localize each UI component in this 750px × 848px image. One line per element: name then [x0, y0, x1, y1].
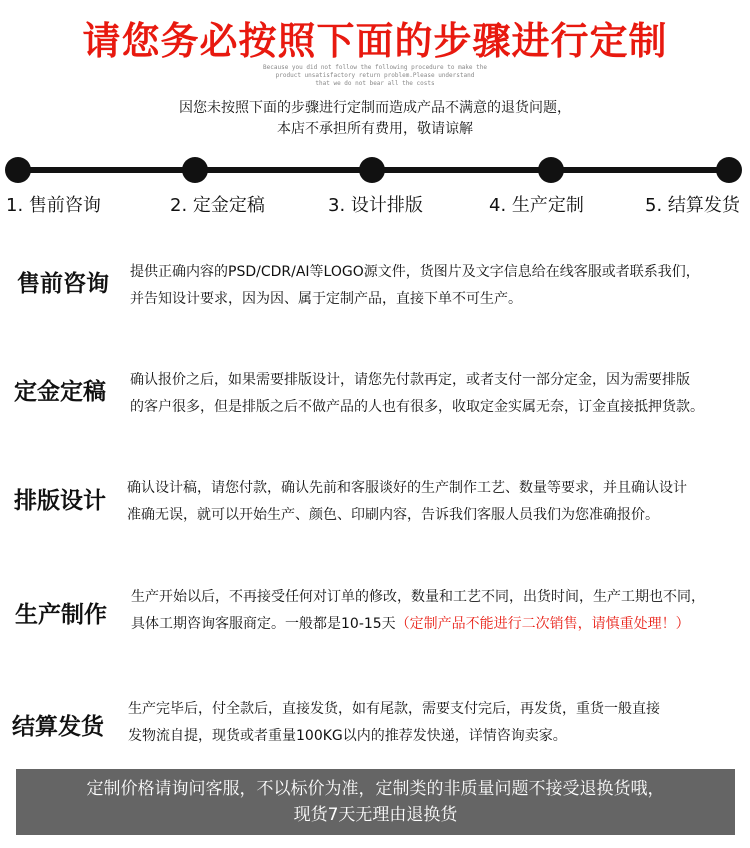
english-disclaimer-line: Because you did not follow the following procedure to make the: [263, 64, 487, 71]
section-text-line: 准确无误，就可以开始生产、颜色、印刷内容，告诉我们客服人员我们为您准确报价。: [127, 507, 659, 523]
notice-text: [0, 98, 750, 140]
timeline-step-1: 1. 售前咨询: [6, 195, 101, 216]
section-body-deposit: [130, 367, 704, 421]
section-text-line: 提供正确内容的PSD/CDR/AI等LOGO源文件，货图片及文字信息给在线客服或者联系我们，: [130, 264, 700, 280]
section-body-presale: [130, 259, 700, 313]
section-body-settlement: [128, 696, 660, 750]
notice-line-1: 因您未按照下面的步骤进行定制而造成产品不满意的退货问题，: [179, 100, 571, 116]
section-heading-design: 排版设计: [14, 488, 106, 514]
timeline-dot-5: [716, 157, 742, 183]
resale-warning: （定制产品不能进行二次销售，请慎重处理！）: [395, 616, 690, 632]
section-body-production: [131, 584, 705, 638]
section-text-line: [131, 611, 705, 638]
section-heading-settlement: 结算发货: [12, 714, 104, 740]
section-heading-presale: 售前咨询: [17, 271, 109, 297]
timeline-step-2: 2. 定金定稿: [170, 195, 265, 216]
timeline-step-4: 4. 生产定制: [489, 195, 584, 216]
section-text-line: 确认设计稿，请您付款，确认先前和客服谈好的生产制作工艺、数量等要求，并且确认设计: [127, 480, 687, 496]
english-disclaimer-line: that we do not bear all the costs: [315, 80, 435, 87]
section-text-line: 确认报价之后，如果需要排版设计，请您先付款再定，或者支付一部分定金，因为需要排版: [130, 372, 690, 388]
timeline-dot-3: [359, 157, 385, 183]
timeline-dot-4: [538, 157, 564, 183]
section-text-line-2: 具体工期咨询客服商定。一般都是10-15天: [131, 616, 396, 632]
section-text-line: 生产开始以后，不再接受任何对订单的修改，数量和工艺不同，出货时间，生产工期也不同，: [131, 589, 705, 605]
timeline-step-3: 3. 设计排版: [328, 195, 423, 216]
section-heading-deposit: 定金定稿: [14, 379, 106, 405]
section-text-line: 的客户很多，但是排版之后不做产品的人也有很多，收取定金实属无奈，订金直接抵押货款。: [130, 399, 704, 415]
section-text-line: 发物流自提，现货或者重量100KG以内的推荐发快递，详情咨询卖家。: [128, 728, 567, 744]
notice-line-2: 本店不承担所有费用，敬请谅解: [277, 121, 473, 137]
timeline-dot-2: [182, 157, 208, 183]
english-disclaimer-line: product unsatisfactory return problem.Please understand: [275, 72, 475, 79]
timeline-dot-1: [5, 157, 31, 183]
page-title: 请您务必按照下面的步骤进行定制: [82, 19, 668, 63]
english-disclaimer: [0, 64, 750, 88]
timeline-step-5: 5. 结算发货: [645, 195, 740, 216]
footer-banner: [16, 769, 735, 835]
footer-line-2: 现货7天无理由退换货: [293, 805, 458, 825]
section-text-line: 生产完毕后，付全款后，直接发货，如有尾款，需要支付完后，再发货，重货一般直接: [128, 701, 660, 717]
footer-line-1: 定制价格请询问客服，不以标价为准，定制类的非质量问题不接受退换货哦，: [86, 779, 665, 799]
section-heading-production: 生产制作: [15, 602, 107, 628]
section-text-line: 并告知设计要求，因为因、属于定制产品，直接下单不可生产。: [130, 291, 522, 307]
section-body-design: [127, 475, 687, 529]
